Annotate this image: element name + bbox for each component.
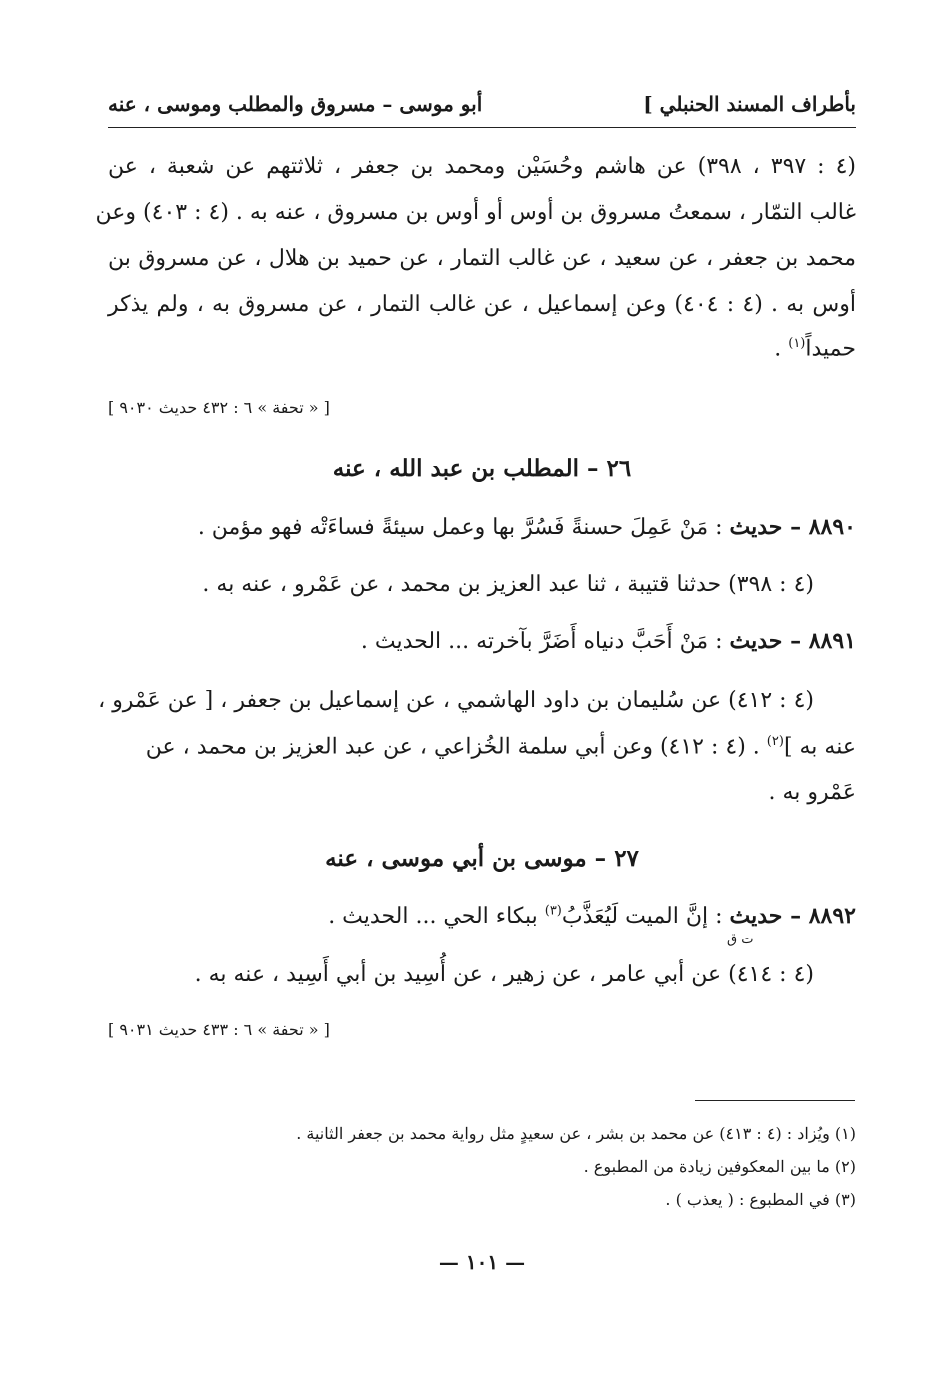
para1-line2: غالب التمّار ، سمعتُ مسروق بن أوس أو أوس بن مسروق ، عنه به . (٤ : ٤٠٣) وعن xyxy=(95,200,856,225)
tuhfa-reference-2: [ « تحفة » ٦ : ٤٣٣ حديث ٩٠٣١ ] xyxy=(108,1020,330,1039)
para1-line4: أوس به . (٤ : ٤٠٤) وعن إسماعيل ، عن غالب التمار ، عن مسروق به ، ولم يذكر xyxy=(108,292,856,317)
running-header xyxy=(108,92,856,126)
hadith-8891 xyxy=(108,628,856,654)
para1-line1: (٤ : ٣٩٧ ، ٣٩٨) عن هاشم وحُسَيْن ومحمد بن جعفر ، ثلاثتهم عن شعبة ، عن xyxy=(108,154,856,179)
hadith-8890 xyxy=(108,514,856,540)
hadith-8892-text-a: : إنَّ الميت لَيُعَذَّبُ xyxy=(561,904,730,929)
hadith-8890-number: ٨٨٩٠ – حديث xyxy=(729,514,856,540)
hadith-8892-source: (٤ : ٤١٤) عن أبي عامر ، عن زهير ، عن أُسِيد بن أبي أَسِيد ، عنه به . xyxy=(194,962,814,987)
footnote-mark-2: (٢) xyxy=(766,734,784,749)
tuhfa-reference-1: [ « تحفة » ٦ : ٤٣٢ حديث ٩٠٣٠ ] xyxy=(108,398,330,417)
hadith-8891-text: : مَنْ أَحَبَّ دنياه أَضَرَّ بآخرته ... الحديث . xyxy=(360,629,730,654)
footnote-3: (٣) في المطبوع : ( يعذب ) . xyxy=(665,1190,856,1209)
hadith-8891-source-line1: (٤ : ٤١٢) عن سُليمان بن داود الهاشمي ، عن إسماعيل بن جعفر ، [ عن عَمْرو ، xyxy=(98,688,814,713)
hadith-8892-sigla: ت ق xyxy=(727,932,754,947)
hadith-8890-source: (٤ : ٣٩٨) حدثنا قتيبة ، ثنا عبد العزيز بن محمد ، عن عَمْرو ، عنه به . xyxy=(202,572,814,597)
para1-line5-end: . xyxy=(774,336,789,362)
header-rule xyxy=(108,127,856,128)
hadith-8891-source-line2b: . (٤ : ٤١٢) وعن أبي سلمة الخُزاعي ، عن عبد العزيز بن محمد ، عن xyxy=(145,734,767,760)
para1-line3: محمد بن جعفر ، عن سعيد ، عن غالب التمار ، عن حميد بن هلال ، عن مسروق بن xyxy=(108,246,856,271)
hadith-8892-text-b: ببكاء الحي ... الحديث . xyxy=(328,904,545,929)
header-book-title: بأطراف المسند الحنبلي ] xyxy=(643,92,856,116)
hadith-8891-source-line2a: عنه به ] xyxy=(783,734,856,760)
hadith-8892 xyxy=(108,903,856,929)
footnote-1: (١) ويُزاد : (٤ : ٤١٣) عن محمد بن بشر ، عن سعيدٍ مثل رواية محمد بن جعفر الثانية . xyxy=(296,1124,856,1143)
footnote-mark-3: (٣) xyxy=(544,903,562,919)
page-number: — ١٠١ — xyxy=(438,1250,526,1274)
section-heading-26: ٢٦ – المطلب بن عبد الله ، عنه xyxy=(332,455,632,482)
footnote-mark-1: (١) xyxy=(788,336,806,351)
para1-line5-text: حميداً xyxy=(805,336,856,362)
hadith-8891-number: ٨٨٩١ – حديث xyxy=(729,628,856,654)
hadith-8892-number: ٨٨٩٢ – حديث xyxy=(729,903,856,929)
hadith-8891-source-line3: عَمْرو به . xyxy=(768,780,856,805)
para1-line5 xyxy=(108,336,856,361)
header-section-title: أبو موسى – مسروق والمطلب وموسى ، عنه xyxy=(108,92,483,116)
hadith-8890-text: : مَنْ عَمِلَ حسنةً فَسُرَّ بها وعمل سيئةً فساءَتْه فهو مؤمن . xyxy=(197,515,730,540)
hadith-8891-source-line2 xyxy=(108,734,856,759)
footnote-2: (٢) ما بين المعكوفين زيادة من المطبوع . xyxy=(583,1157,856,1176)
section-heading-27: ٢٧ – موسى بن أبي موسى ، عنه xyxy=(325,845,639,872)
footnote-rule xyxy=(695,1100,855,1101)
